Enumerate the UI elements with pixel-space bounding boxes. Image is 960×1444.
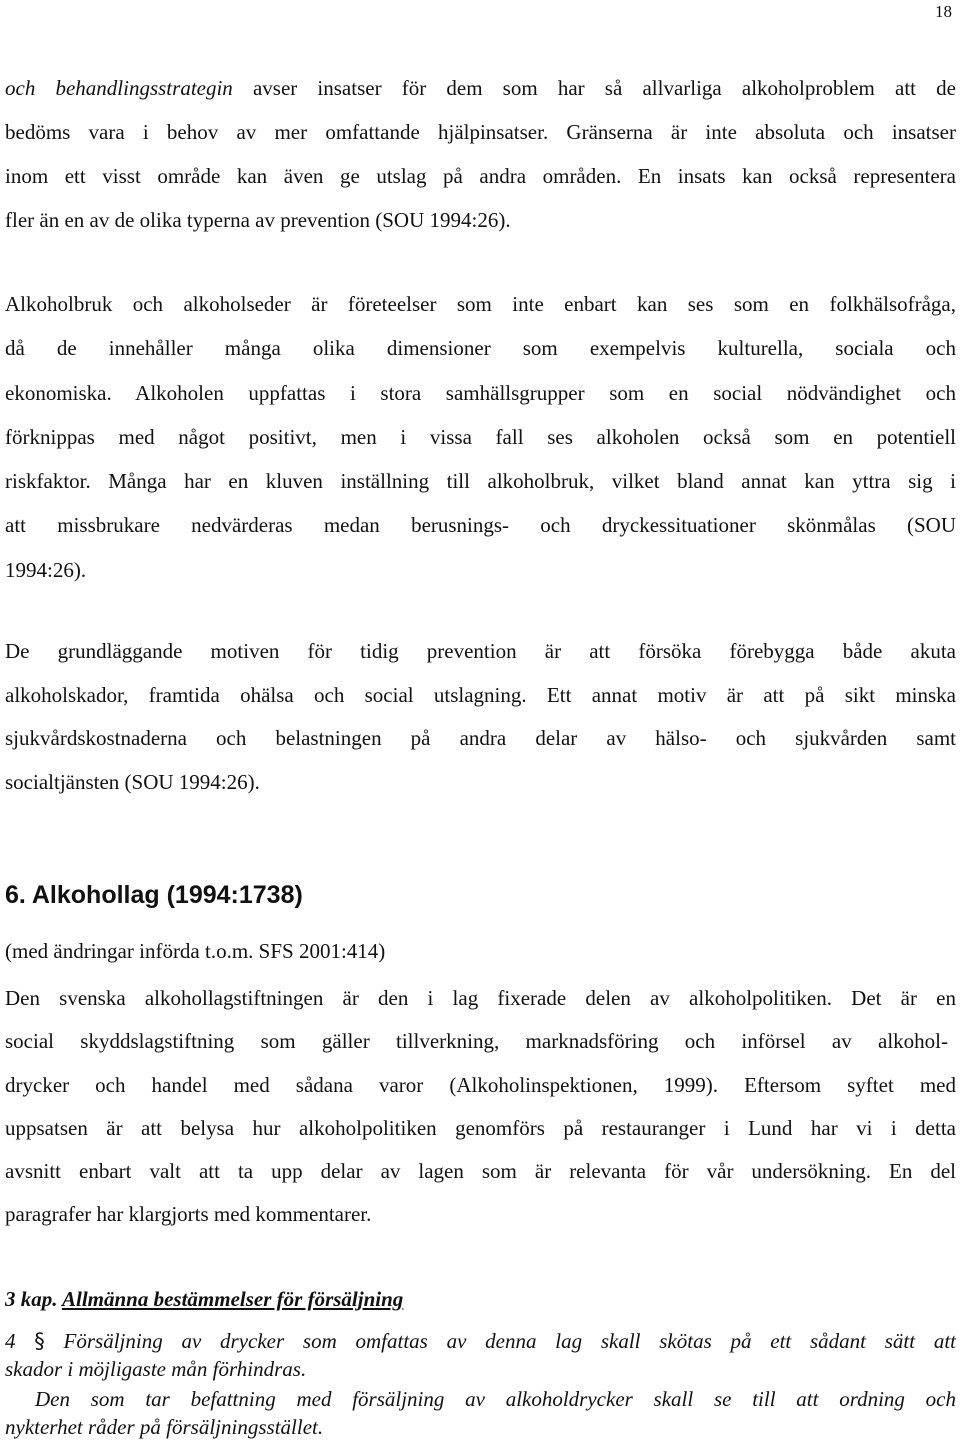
- paragraph-line: social skyddslagstiftning som gäller tillverkning, marknadsföring och införsel av alkohol-: [5, 1029, 948, 1054]
- section-number: 4: [5, 1329, 16, 1353]
- paragraph-line: Alkoholbruk och alkoholseder är företeelser som inte enbart kan ses som en folkhälsofråga,: [5, 292, 956, 316]
- section-heading: 6. Alkohollag (1994:1738): [5, 881, 303, 909]
- paragraph-line: bedöms vara i behov av mer omfattande hjälpinsatser. Gränserna är inte absoluta och insatser: [5, 120, 956, 144]
- paragraph-early-prevention-motives: [5, 630, 956, 805]
- line-text: avser insatser för dem som har så allvarliga alkoholproblem att de: [232, 76, 956, 100]
- section-sign-icon: §: [34, 1329, 45, 1353]
- paragraph-alcohol-law: [5, 977, 956, 1237]
- paragraph-line: avsnitt enbart valt att ta upp delar av lagen som är relevanta för vår undersökning. En del: [5, 1159, 956, 1184]
- paragraph-line: [5, 66, 956, 110]
- paragraph-line: sjukvårdskostnaderna och belastningen på andra delar av hälso- och sjukvården samt: [5, 726, 956, 751]
- law-section-line: [5, 1327, 956, 1355]
- paragraph-line: uppsatsen är att belysa hur alkoholpolitiken genomförs på restauranger i Lund har vi i detta: [5, 1115, 956, 1140]
- paragraph-line: socialtjänsten (SOU 1994:26).: [5, 770, 260, 795]
- paragraph-line: riskfaktor. Många har en kluven inställning till alkoholbruk, vilket bland annat kan yttra sig i: [5, 469, 956, 494]
- law-section-4-second-paragraph: [5, 1385, 956, 1441]
- paragraph-line: Den svenska alkohollagstiftningen är den i lag fixerade delen av alkoholpolitiken. Det är en: [5, 986, 956, 1010]
- paragraph-prevention-types: [5, 66, 956, 242]
- chapter-number: 3 kap.: [5, 1287, 58, 1311]
- law-section-line: Den som tar befattning med försäljning av alkoholdrycker skall se till att ordning och: [35, 1387, 956, 1411]
- law-section-line: skador i möjligaste mån förhindras.: [5, 1357, 307, 1381]
- paragraph-line: att missbrukare nedvärderas medan berusnings- och dryckessituationer skönmålas (SOU: [5, 513, 956, 538]
- paragraph-line: alkoholskador, framtida ohälsa och social utslagning. Ett annat motiv är att på sikt minska: [5, 682, 956, 707]
- page-number: 18: [935, 2, 952, 21]
- subtitle-line: (med ändringar införda t.o.m. SFS 2001:414): [5, 939, 386, 963]
- paragraph-line: fler än en av de olika typerna av prevention (SOU 1994:26).: [5, 208, 511, 232]
- paragraph-line: De grundläggande motiven för tidig prevention är att försöka förebygga både akuta: [5, 639, 956, 663]
- paragraph-line: paragrafer har klargjorts med kommentarer.: [5, 1202, 372, 1227]
- paragraph-line: 1994:26).: [5, 557, 87, 582]
- line-text: Försäljning av drycker som omfattas av denna lag skall skötas på ett sådant sätt att: [63, 1329, 957, 1353]
- chapter-title: Allmänna bestämmelser för försäljning: [61, 1287, 404, 1311]
- paragraph-line: då de innehåller många olika dimensioner som exempelvis kulturella, sociala och: [5, 336, 956, 361]
- law-section-line: nykterhet råder på försäljningsstället.: [5, 1415, 324, 1439]
- paragraph-line: ekonomiska. Alkoholen uppfattas i stora samhällsgrupper som en social nödvändighet och: [5, 380, 956, 405]
- paragraph-line: drycker och handel med sådana varor (Alkoholinspektionen, 1999). Eftersom syftet med: [5, 1072, 956, 1097]
- section-subtitle: [5, 933, 956, 969]
- paragraph-line: förknippas med något positivt, men i vissa fall ses alkoholen också som en potentiell: [5, 424, 956, 449]
- paragraph-line: inom ett visst område kan även ge utslag på andra områden. En insats kan också representera: [5, 164, 956, 188]
- chapter-heading: [5, 1283, 403, 1315]
- paragraph-alcohol-customs: [5, 282, 956, 592]
- italic-term: och behandlingsstrategin: [5, 76, 233, 100]
- law-section-4: [5, 1327, 956, 1383]
